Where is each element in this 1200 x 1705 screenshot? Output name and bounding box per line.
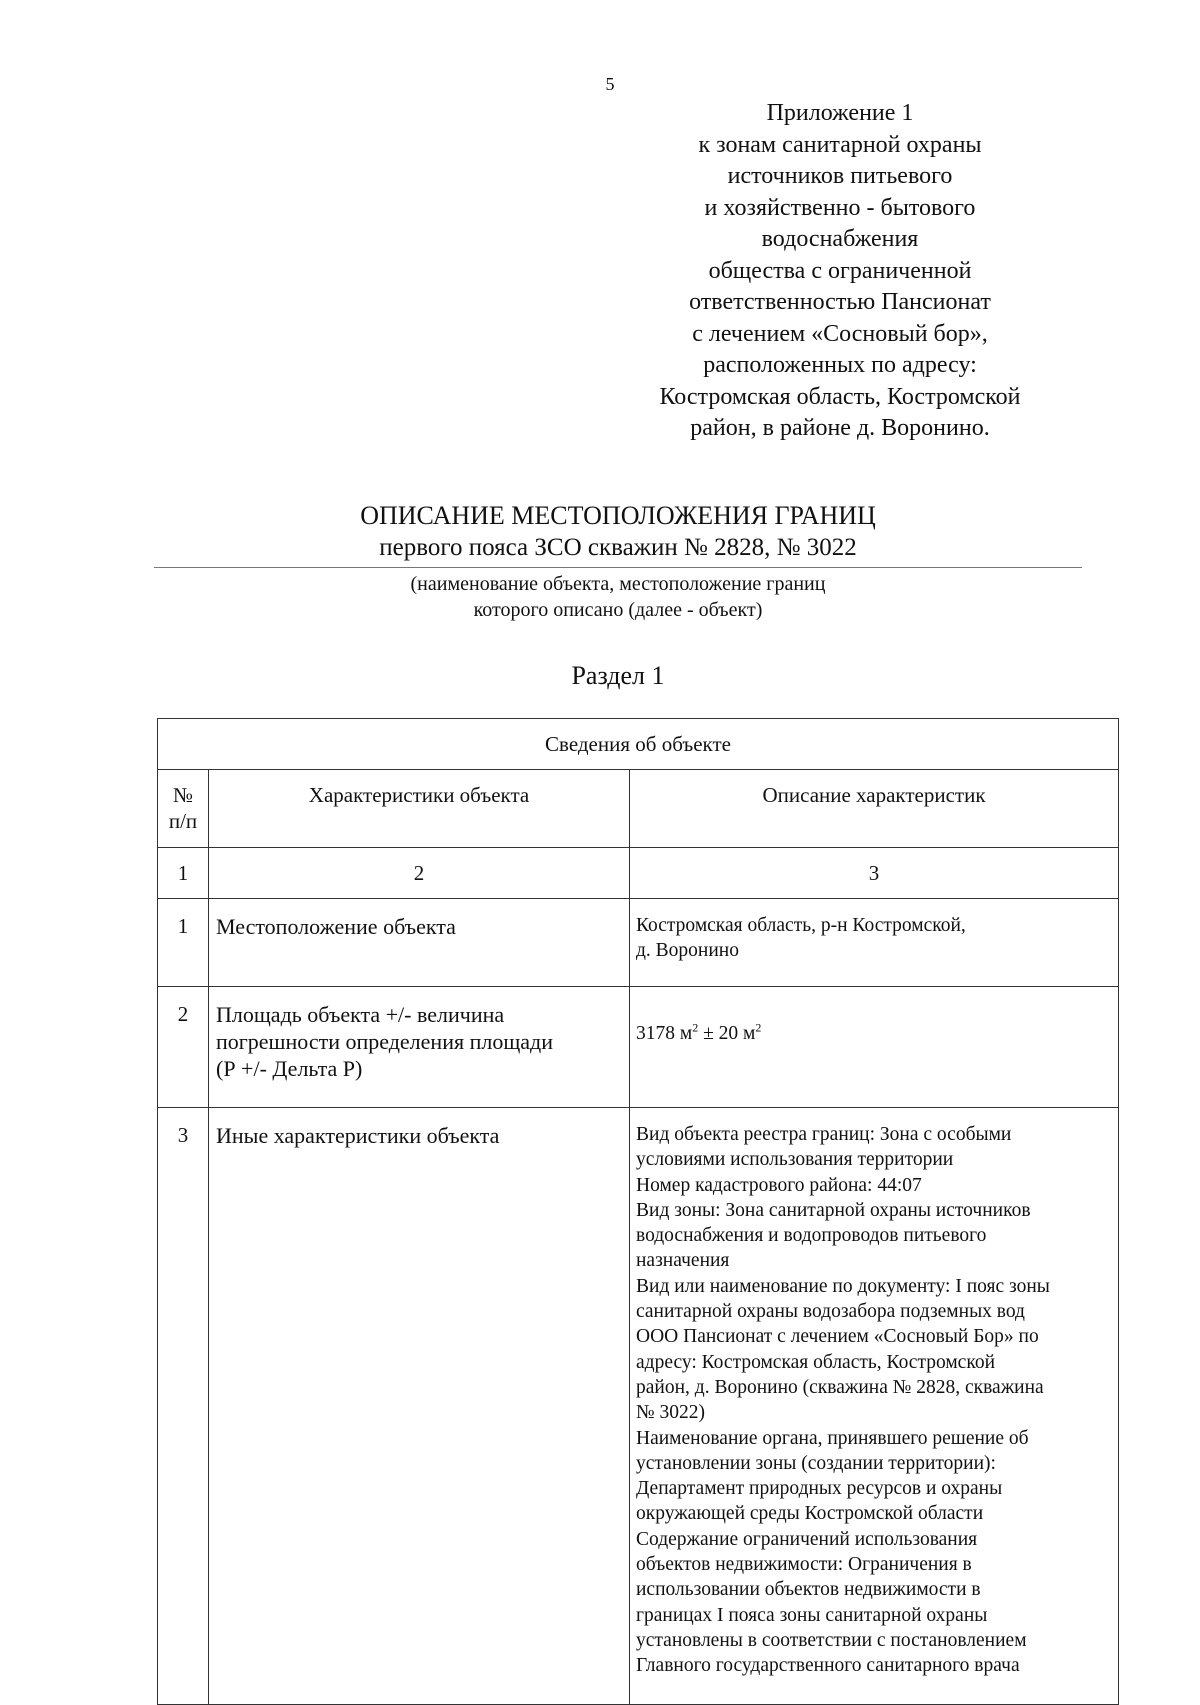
area-number: 3178 м — [636, 1023, 693, 1044]
description-line: границах I пояса зоны санитарной охраны — [636, 1604, 988, 1626]
appendix-line: Костромская область, Костромской — [659, 383, 1021, 410]
description-line: санитарной охраны водозабора подземных вод — [636, 1301, 1025, 1323]
description-line: условиями использования территории — [636, 1149, 954, 1171]
area-value — [636, 1001, 1114, 1046]
column-number: 3 — [630, 848, 1119, 899]
header-num — [158, 770, 209, 848]
row-characteristic — [209, 987, 630, 1108]
appendix-line: общества с ограниченной — [708, 257, 972, 284]
description-line: Содержание ограничений использования — [636, 1528, 978, 1550]
object-note-line: которого описано (далее - объект) — [473, 599, 763, 621]
appendix-header — [640, 98, 1040, 445]
header-num-symbol: № — [172, 783, 194, 807]
column-number: 2 — [209, 848, 630, 899]
object-note — [150, 571, 1086, 623]
description-line: № 3022) — [636, 1402, 705, 1424]
description-line: Вид объекта реестра границ: Зона с особыми — [636, 1124, 1012, 1145]
description-line: Главного государственного санитарного врача — [636, 1655, 1020, 1677]
description-line: водоснабжения и водопроводов питьевого — [636, 1225, 987, 1247]
appendix-line: водоснабжения — [761, 226, 919, 252]
description-line: Костромская область, р-н Костромской, — [636, 915, 966, 936]
appendix-line: к зонам санитарной охраны — [698, 131, 982, 158]
description-line: назначения — [636, 1250, 730, 1272]
object-note-line: (наименование объекта, местоположение границ — [410, 573, 826, 595]
row-number: 3 — [158, 1108, 209, 1705]
document-title: ОПИСАНИЕ МЕСТОПОЛОЖЕНИЯ ГРАНИЦ — [360, 501, 876, 530]
header-description-label: Описание характеристик — [762, 783, 986, 807]
table-row — [158, 899, 1119, 987]
description-line: район, д. Воронино (скважина № 2828, скважина — [636, 1376, 1044, 1398]
table-caption: Сведения об объекте — [158, 719, 1119, 770]
table-row — [158, 1108, 1119, 1705]
row-characteristic: Местоположение объекта — [209, 899, 630, 987]
characteristic-line: (Р +/- Дельта Р) — [216, 1056, 363, 1081]
title-underline — [154, 567, 1082, 568]
row-description — [630, 899, 1119, 987]
area-tolerance-exponent: 2 — [755, 1020, 762, 1035]
description-line: объектов недвижимости: Ограничения в — [636, 1554, 972, 1576]
column-number-row — [158, 848, 1119, 899]
area-exponent: 2 — [692, 1020, 699, 1035]
description-line: установлении зоны (создании территории): — [636, 1452, 996, 1474]
row-description — [630, 987, 1119, 1108]
description-line: использовании объектов недвижимости в — [636, 1579, 981, 1601]
section-heading: Раздел 1 — [571, 661, 665, 690]
header-characteristics-label: Характеристики объекта — [308, 783, 530, 807]
page-number: 5 — [605, 74, 615, 94]
header-description — [630, 770, 1119, 848]
characteristic-line: погрешности определения площади — [216, 1029, 554, 1054]
description-line: окружающей среды Костромской области — [636, 1503, 984, 1525]
appendix-line: источников питьевого — [727, 163, 953, 189]
description-line: ООО Пансионат с лечением «Сосновый Бор» по — [636, 1326, 1039, 1348]
area-tolerance: ± 20 м — [698, 1023, 756, 1044]
row-number: 2 — [158, 987, 209, 1108]
table-caption-row — [158, 719, 1119, 770]
appendix-line: и хозяйственно - бытового — [704, 194, 976, 221]
header-characteristics — [209, 770, 630, 848]
document-subtitle: первого пояса ЗСО скважин № 2828, № 3022 — [379, 534, 857, 561]
description-line: Наименование органа, принявшего решение об — [636, 1427, 1029, 1449]
description-line: Департамент природных ресурсов и охраны — [636, 1478, 1003, 1500]
column-number: 1 — [158, 848, 209, 899]
appendix-line: расположенных по адресу: — [703, 352, 977, 378]
table-header-row — [158, 770, 1119, 848]
table-row — [158, 987, 1119, 1108]
appendix-line: ответственностью Пансионат — [689, 289, 991, 315]
row-description — [630, 1108, 1119, 1705]
header-num-abbrev: п/п — [168, 809, 198, 833]
description-line: Вид зоны: Зона санитарной охраны источников — [636, 1199, 1031, 1221]
object-info-table — [157, 718, 1119, 1705]
description-line: Вид или наименование по документу: I пояс зоны — [636, 1275, 1050, 1297]
description-line: установлены в соответствии с постановлением — [636, 1629, 1027, 1651]
row-number: 1 — [158, 899, 209, 987]
description-line: Номер кадастрового района: 44:07 — [636, 1174, 922, 1196]
description-line: д. Воронино — [636, 940, 739, 962]
characteristic-line: Площадь объекта +/- величина — [216, 1002, 505, 1027]
appendix-line: с лечением «Сосновый бор», — [692, 320, 988, 347]
description-line: адресу: Костромская область, Костромской — [636, 1351, 996, 1373]
appendix-line: Приложение 1 — [766, 100, 914, 126]
appendix-line: район, в районе д. Воронино. — [690, 415, 990, 441]
row-characteristic: Иные характеристики объекта — [209, 1108, 630, 1705]
